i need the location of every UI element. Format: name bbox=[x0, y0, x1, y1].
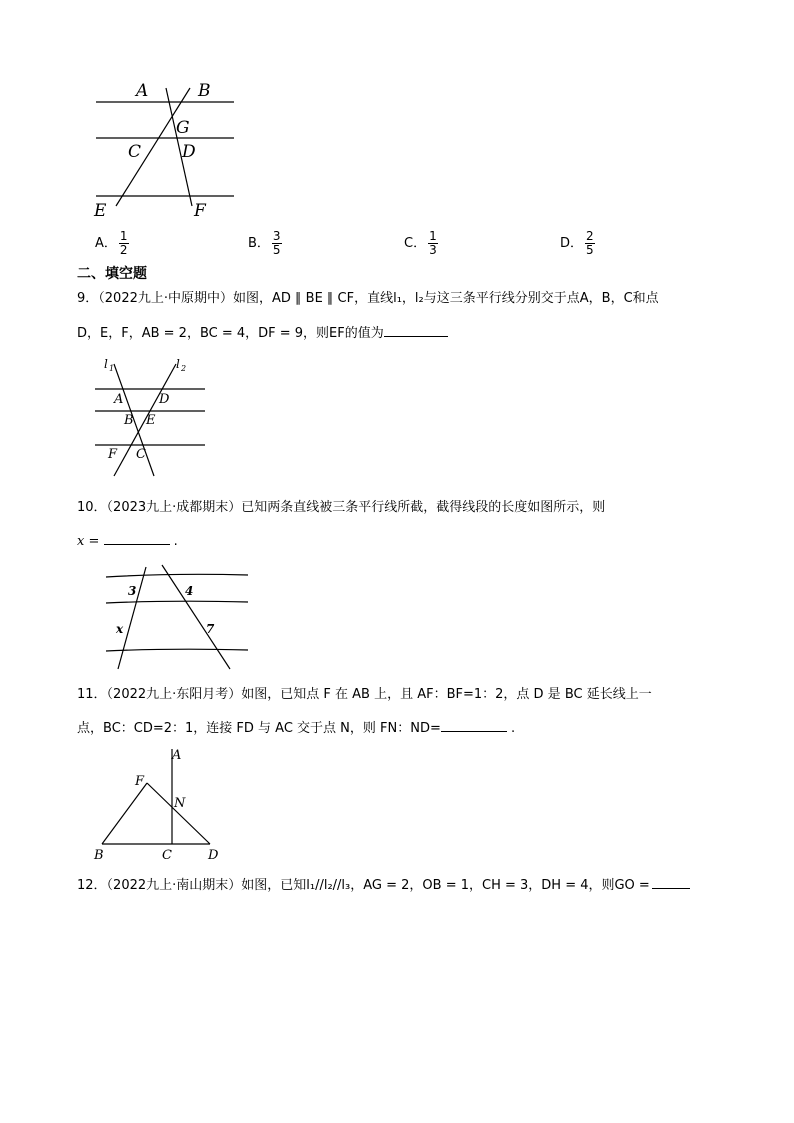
q9-line2-text: D，E，F，AB = 2，BC = 4，DF = 9，则EF的值为 bbox=[77, 326, 384, 341]
label-D: D bbox=[159, 392, 170, 407]
figure-q10 bbox=[102, 563, 252, 673]
q11-line1: 11．（2022九上·东阳月考）如图，已知点 F 在 AB 上，且 AF：BF=1：2，点 D 是 BC 延长线上一 bbox=[77, 687, 652, 702]
label-A: A bbox=[172, 748, 182, 763]
option-a[interactable] bbox=[95, 230, 129, 257]
label-7: 7 bbox=[206, 622, 215, 636]
section-title: 二、填空题 bbox=[77, 266, 147, 282]
q10-answer-blank[interactable] bbox=[104, 530, 170, 545]
label-C: C bbox=[162, 848, 172, 863]
label-F: F bbox=[194, 201, 206, 220]
q11-line2-end: . bbox=[511, 721, 516, 736]
q12-answer-blank[interactable] bbox=[652, 874, 690, 889]
label-E: E bbox=[94, 201, 107, 220]
option-letter: A． bbox=[95, 236, 117, 251]
option-fraction: $\frac{2}{5}$ bbox=[586, 229, 594, 257]
label-E: E bbox=[146, 413, 156, 428]
label-D: D bbox=[208, 848, 219, 863]
option-fraction: $\frac{1}{2}$ bbox=[119, 229, 128, 257]
label-B: B bbox=[94, 848, 104, 863]
label-A: A bbox=[114, 392, 124, 407]
label-4: 4 bbox=[185, 584, 194, 598]
label-A: A bbox=[136, 81, 149, 101]
figure-q8-parallel-lines bbox=[90, 78, 240, 220]
q12-line1 bbox=[77, 874, 690, 896]
option-d[interactable] bbox=[560, 230, 595, 257]
q10-line2 bbox=[77, 530, 178, 552]
q11-line2-text: 点，BC：CD=2：1，连接 FD 与 AC 交于点 N，则 FN：ND= bbox=[77, 721, 441, 736]
label-l1: l bbox=[104, 357, 108, 371]
label-C: C bbox=[136, 447, 146, 462]
label-B: B bbox=[124, 413, 134, 428]
label-3: 3 bbox=[128, 584, 137, 598]
label-F: F bbox=[135, 774, 145, 789]
option-letter: D． bbox=[560, 236, 584, 251]
option-c[interactable] bbox=[404, 230, 438, 257]
label-G: G bbox=[176, 118, 190, 138]
option-letter: B． bbox=[248, 236, 270, 251]
label-D: D bbox=[182, 142, 196, 162]
q11-answer-blank[interactable] bbox=[441, 717, 507, 732]
q10-line2-text: x = bbox=[77, 534, 100, 549]
label-F: F bbox=[108, 447, 118, 462]
figure-q11 bbox=[92, 745, 232, 867]
q9-line1: 9．（2022九上·中原期中）如图，AD ∥ BE ∥ CF，直线l₁，l₂与这三条平行线分别交于点A，B，C和点 bbox=[77, 291, 659, 306]
q10-line2-end: . bbox=[173, 534, 178, 549]
q11-line2 bbox=[77, 717, 515, 739]
option-letter: C． bbox=[404, 236, 427, 251]
option-fraction: $\frac{3}{5}$ bbox=[272, 229, 281, 257]
label-N: N bbox=[174, 796, 186, 811]
q12-line1-text: 12．（2022九上·南山期末）如图，已知l₁//l₂//l₃，AG = 2，OB = 1，CH = 3，DH = 4，则GO = bbox=[77, 878, 650, 893]
label-l2-sub: 2 bbox=[181, 364, 187, 373]
option-fraction: $\frac{1}{3}$ bbox=[429, 229, 437, 257]
q10-line1: 10．（2023九上·成都期末）已知两条直线被三条平行线所截，截得线段的长度如图所示，则 bbox=[77, 500, 606, 515]
option-b[interactable] bbox=[248, 230, 282, 257]
label-l1-sub: 1 bbox=[109, 364, 115, 373]
label-C: C bbox=[128, 142, 142, 162]
figure-q9 bbox=[92, 352, 212, 480]
label-x: x bbox=[116, 622, 124, 636]
label-B: B bbox=[198, 81, 211, 101]
label-l2: l bbox=[176, 357, 180, 371]
q9-answer-blank[interactable] bbox=[384, 322, 448, 337]
q9-line2 bbox=[77, 322, 448, 344]
